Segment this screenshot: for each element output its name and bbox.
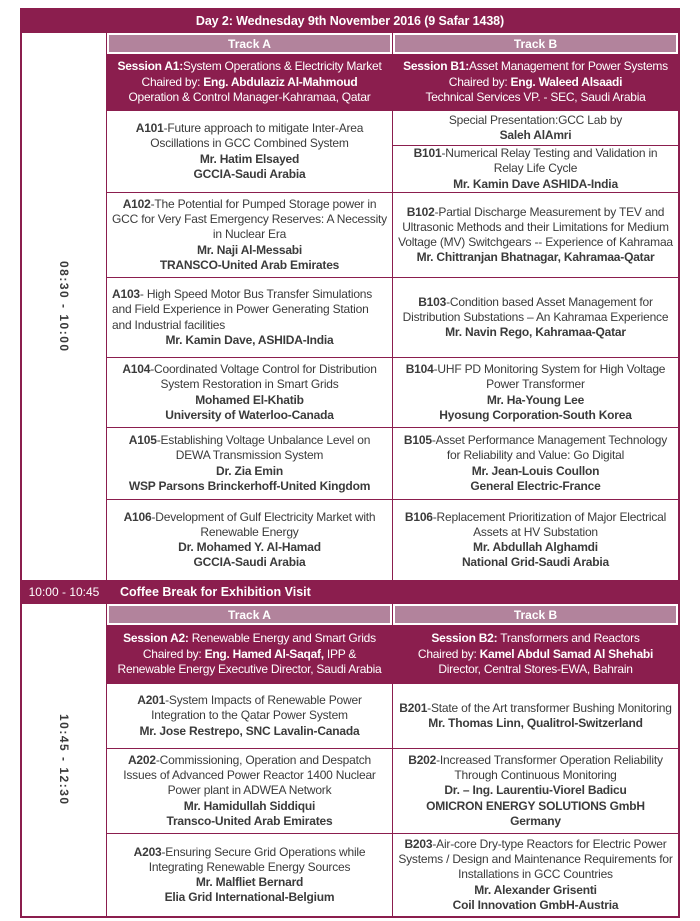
paper-a102 <box>107 193 392 277</box>
paper-b201 <box>393 684 678 748</box>
paper-a105-org: WSP Parsons Brinckerhoff-United Kingdom <box>128 478 371 493</box>
special-presentation-title: Special Presentation:GCC Lab by <box>448 112 623 127</box>
conference-schedule-table <box>20 8 680 918</box>
day-header: Day 2: Wednesday 9th November 2016 (9 Safar 1438) <box>22 10 678 32</box>
paper-a103-speaker: Mr. Kamin Dave, ASHIDA-India <box>165 332 334 347</box>
paper-b202 <box>393 749 678 833</box>
paper-a105-speaker: Dr. Zia Emin <box>216 463 283 478</box>
paper-b102-title: B102-Partial Discharge Measurement by TEV and Ultrasonic Methods and their Limitations for Medium Voltage (MV) Switchgears -- Experience of Kahramaa <box>398 204 673 249</box>
session-b2-chair-role: Director, Central Stores-EWA, Bahrain <box>438 662 633 677</box>
paper-b106-title: B106-Replacement Prioritization of Major Electrical Assets at HV Substation <box>404 509 667 539</box>
time-slot-afternoon <box>22 604 106 916</box>
paper-b202-title: B202-Increased Transformer Operation Reliability Through Continuous Monitoring <box>408 753 663 783</box>
paper-a201-speaker: Mr. Jose Restrepo, SNC Lavalin-Canada <box>139 723 360 738</box>
paper-a102-title: A102-The Potential for Pumped Storage power in GCC for Very Fast Emergency Reserves: A Necessity in Nuclear Era <box>112 197 387 242</box>
paper-a104 <box>107 358 392 427</box>
paper-a104-speaker: Mohamed El-Khatib <box>195 392 304 407</box>
paper-a106-speaker: Dr. Mohamed Y. Al-Hamad <box>178 540 321 554</box>
paper-a202-title: A202-Commissioning, Operation and Despatch Issues of Advanced Power Reactor 1400 Nuclear Power plant in ADWEA Network <box>123 753 376 798</box>
special-presentation-speaker: Saleh AlAmri <box>499 128 572 142</box>
session-a1-title: Session A1:System Operations & Electricity Market <box>117 58 382 73</box>
paper-a101-org: GCCIA-Saudi Arabia <box>193 166 306 181</box>
paper-b101 <box>393 146 678 192</box>
paper-b203-title: B203-Air-core Dry-type Reactors for Electric Power Systems / Design and Maintenance Requirements for Installations in GCC Countries <box>398 837 673 882</box>
session-a1-chair-role: Operation & Control Manager-Kahramaa, Qatar <box>128 90 371 105</box>
session-a1-chair: Chaired by: Eng. Abdulaziz Al-Mahmoud <box>141 74 358 89</box>
session-b1-chair: Chaired by: Eng. Waleed Alsaadi <box>448 74 623 89</box>
paper-b104-title: B104-UHF PD Monitoring System for High Voltage Power Transformer <box>405 362 666 392</box>
paper-b103-speaker: Mr. Navin Rego, Kahramaa-Qatar <box>445 325 626 340</box>
track-a-header-afternoon: Track A <box>107 604 392 625</box>
paper-a203-title: A203-Ensuring Secure Grid Operations while Integrating Renewable Energy Sources <box>133 844 366 874</box>
paper-b104-org: Hyosung Corporation-South Korea <box>439 407 632 422</box>
paper-b106-org: National Grid-Saudi Arabia <box>461 555 610 570</box>
session-b1-title: Session B1:Asset Management for Power Systems <box>403 58 668 73</box>
paper-b106 <box>393 500 678 580</box>
paper-a202-speaker: Mr. Hamidullah Siddiqui <box>183 798 316 813</box>
paper-b104 <box>393 358 678 427</box>
track-b-header-afternoon: Track B <box>393 604 678 625</box>
session-a2-header <box>107 626 392 683</box>
paper-a106 <box>107 500 392 580</box>
paper-b201-title: B201-State of the Art transformer Bushing Monitoring <box>399 700 672 715</box>
paper-b102 <box>393 193 678 277</box>
paper-a201-title: A201-System Impacts of Renewable Power Integration to the Qatar Power System <box>137 693 362 723</box>
session-b2-chair: Chaired by: Kamel Abdul Samad Al Shehabi <box>417 646 654 661</box>
session-a2-chair-role: Renewable Energy Executive Director, Saudi Arabia <box>117 662 382 677</box>
paper-b105 <box>393 428 678 499</box>
session-b1-chair-role: Technical Services VP. - SEC, Saudi Arabia <box>425 90 646 105</box>
paper-b203 <box>393 834 678 916</box>
paper-a202-org: Transco-United Arab Emirates <box>166 813 333 828</box>
paper-b103-title: B103-Condition based Asset Management for Distribution Substations – An Kahramaa Experience <box>402 294 669 324</box>
paper-b101-title: B101-Numerical Relay Testing and Validation in Relay Life Cycle <box>413 146 658 176</box>
paper-a101-title: A101-Future approach to mitigate Inter-Area Oscillations in GCC Combined System <box>135 121 364 151</box>
track-a-header-morning: Track A <box>107 33 392 54</box>
paper-a101-speaker: Mr. Hatim Elsayed <box>199 151 300 166</box>
paper-a202 <box>107 749 392 833</box>
coffee-break-label: Coffee Break for Exhibition Visit <box>107 581 678 603</box>
paper-a104-title: A104-Coordinated Voltage Control for Distribution System Restoration in Smart Grids <box>122 362 377 392</box>
paper-b105-title: B105-Asset Performance Management Technology for Reliability and Value: Go Digital <box>403 433 668 463</box>
paper-a106-title: A106-Development of Gulf Electricity Market with Renewable Energy <box>123 509 376 539</box>
paper-a102-speaker: Mr. Naji Al-Messabi <box>196 242 303 257</box>
time-slot-coffee: 10:00 - 10:45 <box>22 581 106 603</box>
paper-a103 <box>107 278 392 357</box>
session-a2-title: Session A2: Renewable Energy and Smart Grids <box>123 630 376 645</box>
paper-a203-speaker: Mr. Malfliet Bernard <box>195 875 304 889</box>
paper-b102-speaker: Mr. Chittranjan Bhatnagar, Kahramaa-Qatar <box>416 250 655 265</box>
paper-b105-org: General Electric-France <box>470 478 601 493</box>
paper-b106-speaker: Mr. Abdullah Alghamdi <box>473 540 598 554</box>
paper-b101-speaker: Mr. Kamin Dave ASHIDA-India <box>453 176 618 191</box>
paper-b202-speaker: Dr. – Ing. Laurentiu-Viorel Badicu <box>444 783 627 798</box>
paper-b203-speaker: Mr. Alexander Grisenti <box>474 882 597 897</box>
paper-a203-org: Elia Grid International-Belgium <box>164 890 335 905</box>
session-a2-chair: Chaired by: Eng. Hamed Al-Saqaf, IPP & <box>142 646 357 661</box>
paper-a106-org: GCCIA-Saudi Arabia <box>193 555 306 570</box>
paper-a102-org: TRANSCO-United Arab Emirates <box>159 257 340 272</box>
paper-a101 <box>107 111 392 192</box>
paper-b103 <box>393 278 678 357</box>
session-b2-title: Session B2: Transformers and Reactors <box>431 630 640 645</box>
track-b-header-morning: Track B <box>393 33 678 54</box>
paper-b104-speaker: Mr. Ha-Young Lee <box>486 392 585 407</box>
paper-a203 <box>107 834 392 916</box>
session-b1-header <box>393 55 678 110</box>
time-slot-morning-label: 08:30 - 10:00 <box>57 260 71 353</box>
session-b2-header <box>393 626 678 683</box>
paper-b203-org: Coil Innovation GmbH-Austria <box>452 897 619 912</box>
paper-b202-org: OMICRON ENERGY SOLUTIONS GmbH <box>426 798 645 813</box>
paper-a105 <box>107 428 392 499</box>
time-slot-afternoon-label: 10:45 - 12:30 <box>57 714 71 806</box>
session-a1-header <box>107 55 392 110</box>
paper-a201 <box>107 684 392 748</box>
paper-b202-country: Germany <box>510 813 561 828</box>
paper-a103-title: A103- High Speed Motor Bus Transfer Simulations and Field Experience in Power Generating Station and Industrial facilities <box>112 287 373 332</box>
paper-a105-title: A105-Establishing Voltage Unbalance Level on DEWA Transmission System <box>128 433 371 463</box>
paper-a104-org: University of Waterloo-Canada <box>165 407 334 422</box>
special-presentation <box>393 111 678 145</box>
time-slot-morning <box>22 33 106 580</box>
paper-b201-speaker: Mr. Thomas Linn, Qualitrol-Switzerland <box>428 716 643 730</box>
paper-b105-speaker: Mr. Jean-Louis Coullon <box>471 463 600 478</box>
